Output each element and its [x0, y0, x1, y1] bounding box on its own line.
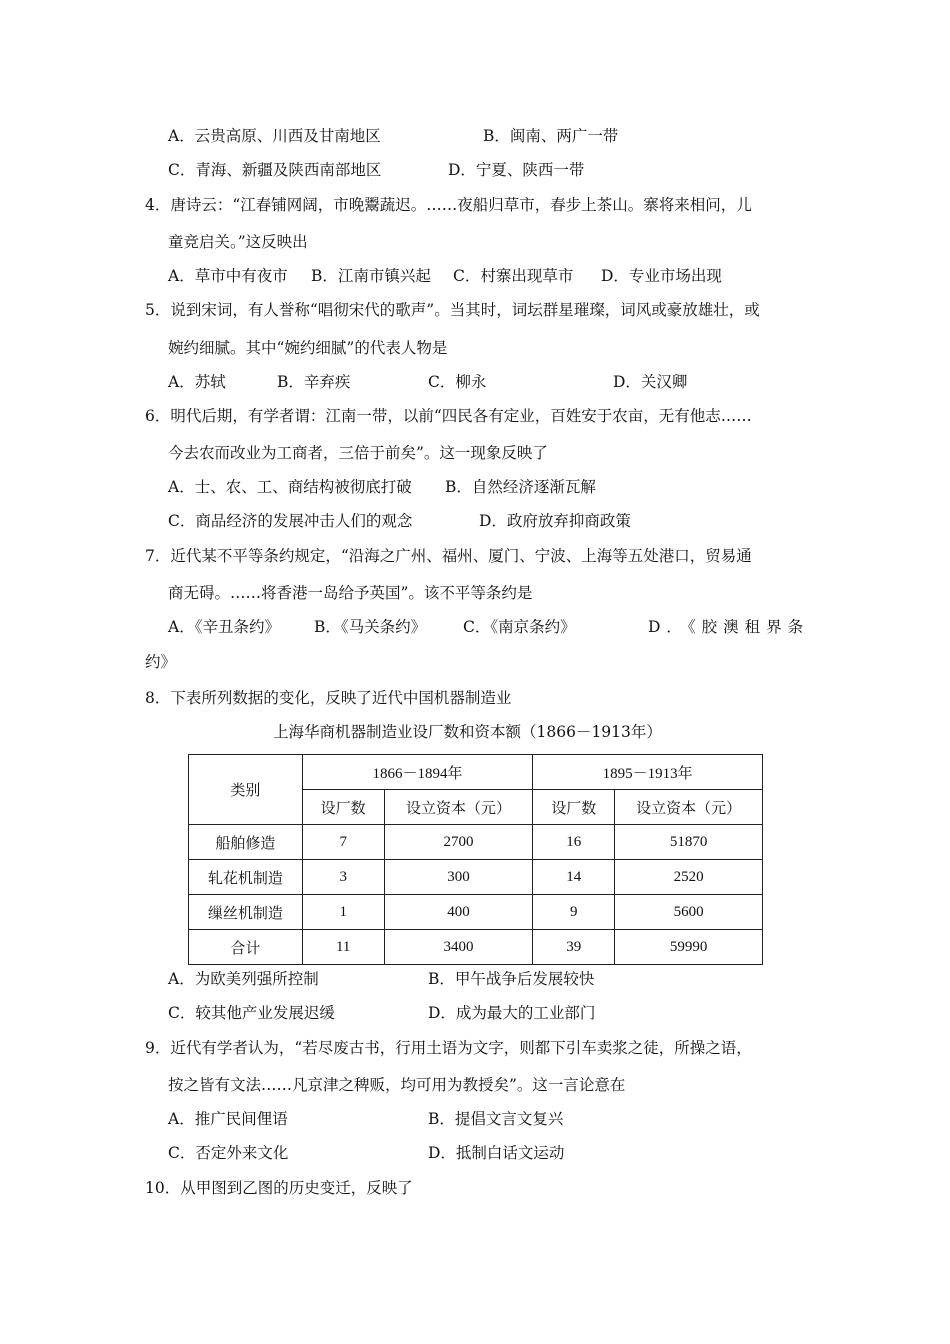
q9-option-d: D．抵制白话文运动	[428, 1144, 565, 1162]
q8-stem: 8．下表所列数据的变化，反映了近代中国机器制造业	[145, 689, 512, 707]
q3-option-b: B．闽南、两广一带	[483, 127, 619, 145]
data-table	[188, 754, 763, 965]
table-cell-count1: 1	[302, 895, 384, 930]
table-cell-capital2: 5600	[615, 895, 763, 930]
q9-option-c: C．否定外来文化	[168, 1144, 289, 1162]
table-cell-count2: 9	[533, 895, 615, 930]
q4-option-d: D．专业市场出现	[601, 267, 722, 285]
q5-option-a: A．苏轼	[168, 373, 226, 391]
q8-option-c: C．较其他产业发展迟缓	[168, 1004, 335, 1022]
q5-option-d: D．关汉卿	[613, 373, 688, 391]
q8-option-a: A．为欧美列强所控制	[168, 970, 319, 988]
q3-option-c: C．青海、新疆及陕西南部地区	[168, 161, 382, 179]
table-cell-capital2: 59990	[615, 930, 763, 965]
q4-option-b: B．江南市镇兴起	[311, 267, 431, 285]
table-row-total	[189, 930, 763, 965]
q7-option-b: B．《马关条约》	[314, 618, 427, 636]
table-cell-capital1: 300	[384, 860, 533, 895]
q7-option-d-wrap: 约》	[145, 653, 177, 671]
table-cell-count1: 11	[302, 930, 384, 965]
q5-stem-line1: 5．说到宋词，有人誉称“唱彻宋代的歌声”。当其时，词坛群星璀璨，词风或豪放雄壮，或	[145, 301, 760, 319]
table-row	[189, 895, 763, 930]
table-cell-capital1: 400	[384, 895, 533, 930]
q4-stem-line2: 童竞启关。”这反映出	[168, 233, 308, 251]
table-row	[189, 860, 763, 895]
q5-option-b: B．辛弃疾	[277, 373, 351, 391]
q7-option-c: C．《南京条约》	[463, 618, 576, 636]
table-cell-capital1: 2700	[384, 825, 533, 860]
q9-option-b: B．提倡文言文复兴	[428, 1110, 564, 1128]
table-cell-count2: 16	[533, 825, 615, 860]
table-subheader-count: 设厂数	[533, 790, 615, 825]
q7-stem-line2: 商无碍。……将香港一岛给予英国”。该不平等条约是	[168, 584, 533, 602]
table-header-period2: 1895－1913年	[533, 755, 763, 790]
q3-option-a: A．云贵高原、川西及甘南地区	[168, 127, 381, 145]
q4-stem-line1: 4．唐诗云：“江春铺网阔，市晚鬻蔬迟。……夜船归草市，春步上茶山。寨将来相问，儿	[145, 196, 752, 214]
q6-option-a: A．士、农、工、商结构被彻底打破	[168, 478, 412, 496]
table-subheader-capital: 设立资本（元）	[615, 790, 763, 825]
table-cell-count2: 39	[533, 930, 615, 965]
table-cell-capital2: 2520	[615, 860, 763, 895]
q7-option-a: A．《辛丑条约》	[168, 618, 280, 636]
q7-option-d: D．《胶澳租界条	[648, 618, 810, 636]
q6-stem-line2: 今去农而改业为工商者，三倍于前矣”。这一现象反映了	[168, 444, 548, 462]
q9-option-a: A．推广民间俚语	[168, 1110, 288, 1128]
table-cell-name: 缫丝机制造	[189, 895, 303, 930]
q6-stem-line1: 6．明代后期，有学者谓：江南一带，以前“四民各有定业，百姓安于农亩，无有他志……	[145, 407, 752, 425]
q4-option-a: A．草市中有夜市	[168, 267, 288, 285]
q8-option-b: B．甲午战争后发展较快	[428, 970, 595, 988]
table-header-period1: 1866－1894年	[302, 755, 533, 790]
table-subheader-capital: 设立资本（元）	[384, 790, 533, 825]
table-cell-count2: 14	[533, 860, 615, 895]
q4-option-c: C．村寨出现草市	[453, 267, 574, 285]
table-cell-name: 船舶修造	[189, 825, 303, 860]
table-header-category: 类别	[189, 755, 303, 825]
q6-option-c: C．商品经济的发展冲击人们的观念	[168, 512, 413, 530]
table-cell-name: 轧花机制造	[189, 860, 303, 895]
table-cell-name: 合计	[189, 930, 303, 965]
q10-stem: 10．从甲图到乙图的历史变迁，反映了	[145, 1179, 413, 1197]
table-subheader-count: 设厂数	[302, 790, 384, 825]
q6-option-d: D．政府放弃抑商政策	[479, 512, 631, 530]
q5-option-c: C．柳永	[428, 373, 487, 391]
q8-option-d: D．成为最大的工业部门	[428, 1004, 596, 1022]
q5-stem-line2: 婉约细腻。其中“婉约细腻”的代表人物是	[168, 339, 448, 357]
table-cell-count1: 3	[302, 860, 384, 895]
table-title: 上海华商机器制造业设厂数和资本额（1866－1913年）	[273, 723, 662, 741]
q7-stem-line1: 7．近代某不平等条约规定，“沿海之广州、福州、厦门、宁波、上海等五处港口，贸易通	[145, 547, 752, 565]
table-row	[189, 825, 763, 860]
q9-stem-line2: 按之皆有文法……凡京津之稗贩，均可用为教授矣”。这一言论意在	[168, 1076, 626, 1094]
q9-stem-line1: 9．近代有学者认为，“若尽废古书，行用土语为文字，则都下引车卖浆之徒，所操之语，	[145, 1039, 752, 1057]
table-cell-count1: 7	[302, 825, 384, 860]
q3-option-d: D．宁夏、陕西一带	[448, 161, 585, 179]
table-cell-capital2: 51870	[615, 825, 763, 860]
table-cell-capital1: 3400	[384, 930, 533, 965]
q6-option-b: B．自然经济逐渐瓦解	[445, 478, 596, 496]
